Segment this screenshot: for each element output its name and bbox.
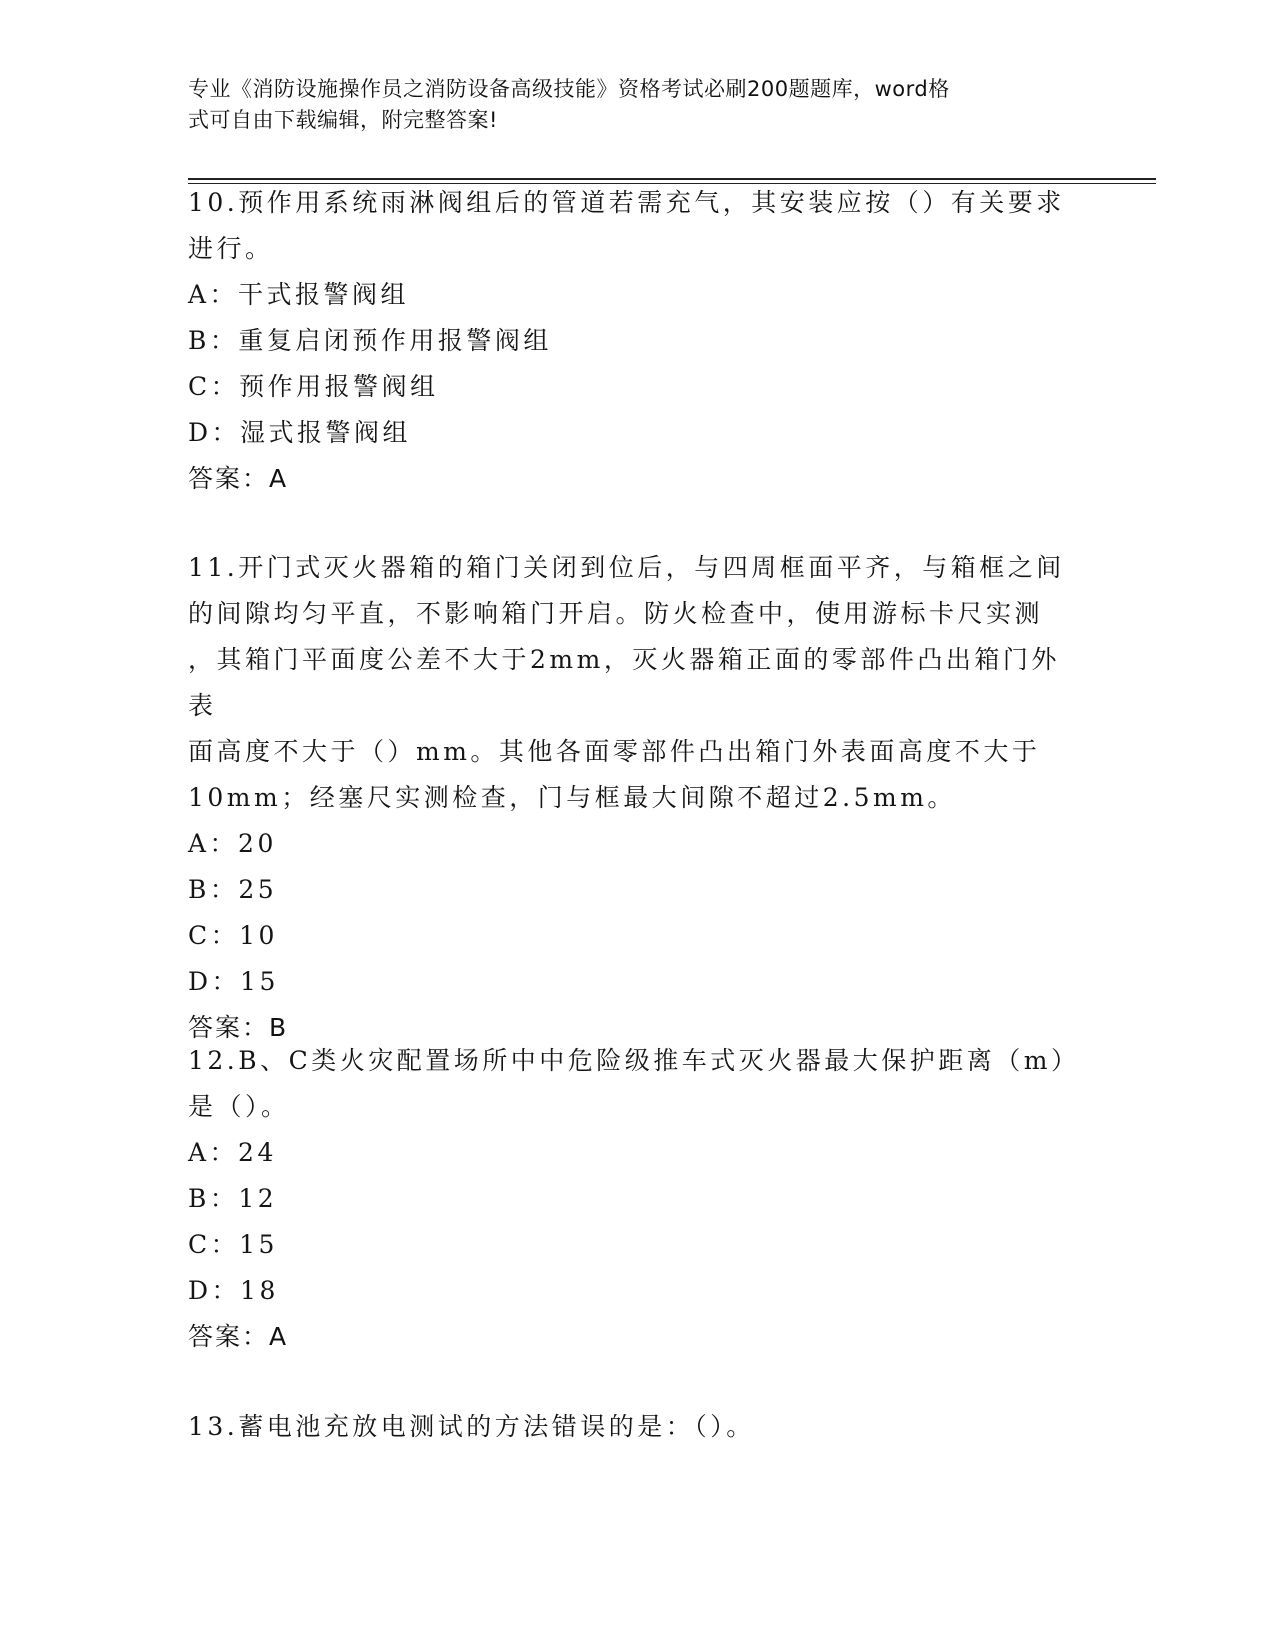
question-text-line: 进行。 [188, 234, 274, 263]
document-header [188, 74, 1088, 136]
option-b: B：重复启闭预作用报警阀组 [188, 326, 552, 355]
question-13 [188, 1404, 1088, 1450]
option-c: C：预作用报警阀组 [188, 372, 439, 401]
question-13-text [188, 1404, 1088, 1450]
answer-label: 答案：A [188, 464, 289, 493]
option-a: A：20 [188, 829, 277, 858]
question-12-text [188, 1038, 1088, 1130]
answer-label: 答案：A [188, 1322, 289, 1351]
option-b: B：12 [188, 1184, 278, 1213]
header-line-2: 式可自由下载编辑，附完整答案! [188, 108, 498, 132]
question-text-line: 是（）。 [188, 1092, 290, 1121]
question-11 [188, 545, 1088, 1051]
option-c: C：15 [188, 1230, 278, 1259]
option-d: D：15 [188, 967, 279, 996]
option-c: C：10 [188, 921, 278, 950]
question-text-line: 12.B、C类火灾配置场所中中危险级推车式灭火器最大保护距离（m） [188, 1046, 1080, 1075]
question-12 [188, 1038, 1088, 1360]
question-text-line: 13.蓄电池充放电测试的方法错误的是：（）。 [188, 1412, 755, 1441]
option-b: B：25 [188, 875, 278, 904]
answer-label: 答案：B [188, 1013, 289, 1042]
question-text-line: 10.预作用系统雨淋阀组后的管道若需充气，其安装应按（）有关要求 [188, 188, 1065, 217]
question-text-line: 面高度不大于（）mm。其他各面零部件凸出箱门外表面高度不大于 [188, 737, 1041, 766]
option-a: A：24 [188, 1138, 277, 1167]
question-text-line: 11.开门式灭火器箱的箱门关闭到位后，与四周框面平齐，与箱框之间 [188, 553, 1065, 582]
option-a: A：干式报警阀组 [188, 280, 410, 309]
question-11-text [188, 545, 1088, 821]
header-line-1: 专业《消防设施操作员之消防设备高级技能》资格考试必刷200题题库，word格 [188, 77, 950, 101]
question-text-line: 10mm；经塞尺实测检查，门与框最大间隙不超过2.5mm。 [188, 783, 956, 812]
option-d: D：湿式报警阀组 [188, 418, 412, 447]
question-10 [188, 180, 1088, 502]
option-d: D：18 [188, 1276, 279, 1305]
question-10-text [188, 180, 1088, 272]
question-text-line: 的间隙均匀平直，不影响箱门开启。防火检查中，使用游标卡尺实测 [188, 599, 1044, 628]
question-text-line: ，其箱门平面度公差不大于2mm，灭火器箱正面的零部件凸出箱门外表 [188, 645, 1060, 720]
